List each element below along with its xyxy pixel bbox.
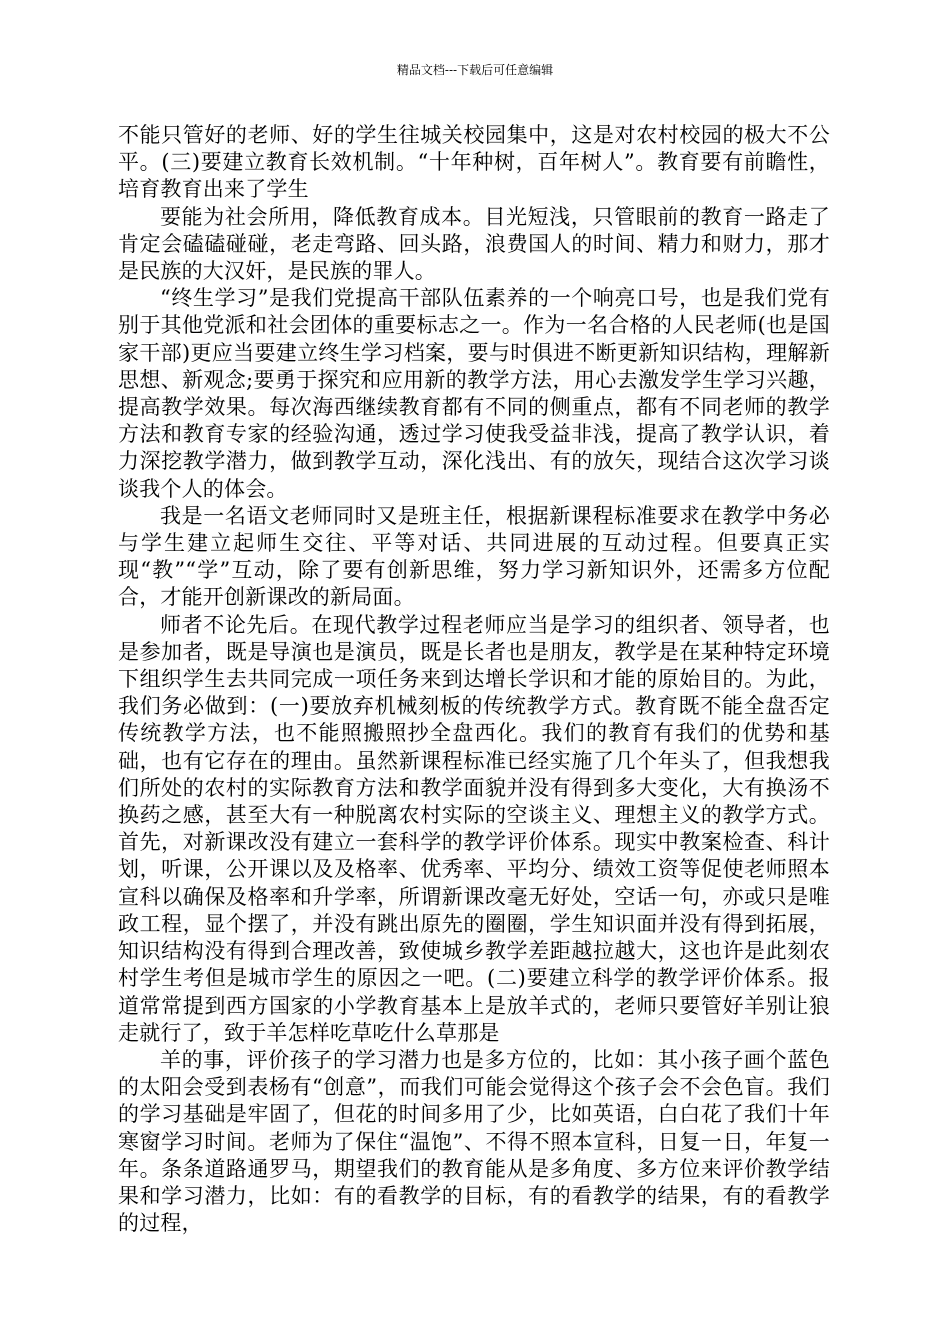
document-body [118,122,830,1237]
paragraph-1: 不能只管好的老师、好的学生往城关校园集中，这是对农村校园的极大不公平。(三)要建立教育长效机制。“十年种树，百年树人”。教育要有前瞻性，培育教育出来了学生 [118,123,830,202]
paragraph-6: 羊的事，评价孩子的学习潜力也是多方位的，比如：其小孩子画个蓝色的太阳会受到表杨有“创意”，而我们可能会觉得这个孩子会不会色盲。我们的学习基础是牢固了，但花的时间多用了少，比如英语，白白花了我们十年寒窗学习时间。老师为了保住“温饱”、不得不照本宣科，日复一日，年复一年。条条道路通罗马，期望我们的教育能从是多角度、多方位来评价教学结果和学习潜力，比如：有的看教学的目标，有的看教学的结果，有的看教学的过程， [118,1047,830,1236]
paragraph-4: 我是一名语文老师同时又是班主任，根据新课程标准要求在教学中务必与学生建立起师生交往、平等对话、共同进展的互动过程。但要真正实现“教”“学”互动，除了要有创新思维，努力学习新知识外，还需多方位配合，才能开创新课改的新局面。 [118,503,830,610]
paragraph-2: 要能为社会所用，降低教育成本。目光短浅，只管眼前的教育一路走了肯定会磕磕碰碰，老走弯路、回头路，浪费国人的时间、精力和财力，那才是民族的大汉奸，是民族的罪人。 [118,204,830,284]
page-header: 精品文档---下载后可任意编辑 [396,63,554,77]
paragraph-5: 师者不论先后。在现代教学过程老师应当是学习的组织者、领导者，也是参加者，既是导演也是演员，既是长者也是朋友，教学是在某种特定环境下组织学生去共同完成一项任务来到达增长学识和才能的原始目的。为此，我们务必做到：(一)要放弃机械刻板的传统教学方式。教育既不能全盘否定传统教学方法，也不能照搬照抄全盘西化。我们的教育有我们的优势和基础，也有它存在的理由。虽然新课程标准已经实施了几个年头了，但我想我们所处的农村的实际教育方法和教学面貌并没有得到多大变化，大有换汤不换药之感，甚至大有一种脱离农村实际的空谈主义、理想主义的教学方式。首先，对新课改没有建立一套科学的教学评价体系。现实中教案检查、科计划，听课，公开课以及及格率、优秀率、平均分、绩效工资等促使老师照本宣科以确保及格率和升学率，所谓新课改毫无好处，空话一句，亦或只是唯政工程，显个摆了，并没有跳出原先的圈圈，学生知识面并没有得到拓展，知识结构没有得到合理改善，致使城乡教学差距越拉越大，这也许是此刻农村学生考但是城市学生的原因之一吧。(二)要建立科学的教学评价体系。报道常常提到西方国家的小学教育基本上是放羊式的，老师只要管好羊别让狼走就行了，致于羊怎样吃草吃什么草那是 [118,612,830,1045]
paragraph-3: “终生学习”是我们党提高干部队伍素养的一个响亮口号，也是我们党有别于其他党派和社会团体的重要标志之一。作为一名合格的人民老师(也是国家干部)更应当要建立终生学习档案，要与时俱进不断更新知识结构，理解新思想、新观念;要勇于探究和应用新的教学方法，用心去激发学生学习兴趣，提高教学效果。每次海西继续教育都有不同的侧重点，都有不同老师的教学方法和教育专家的经验沟通，透过学习使我受益非浅，提高了教学认识，着力深挖教学潜力，做到教学互动，深化浅出、有的放矢，现结合这次学习谈谈我个人的体会。 [118,286,830,501]
